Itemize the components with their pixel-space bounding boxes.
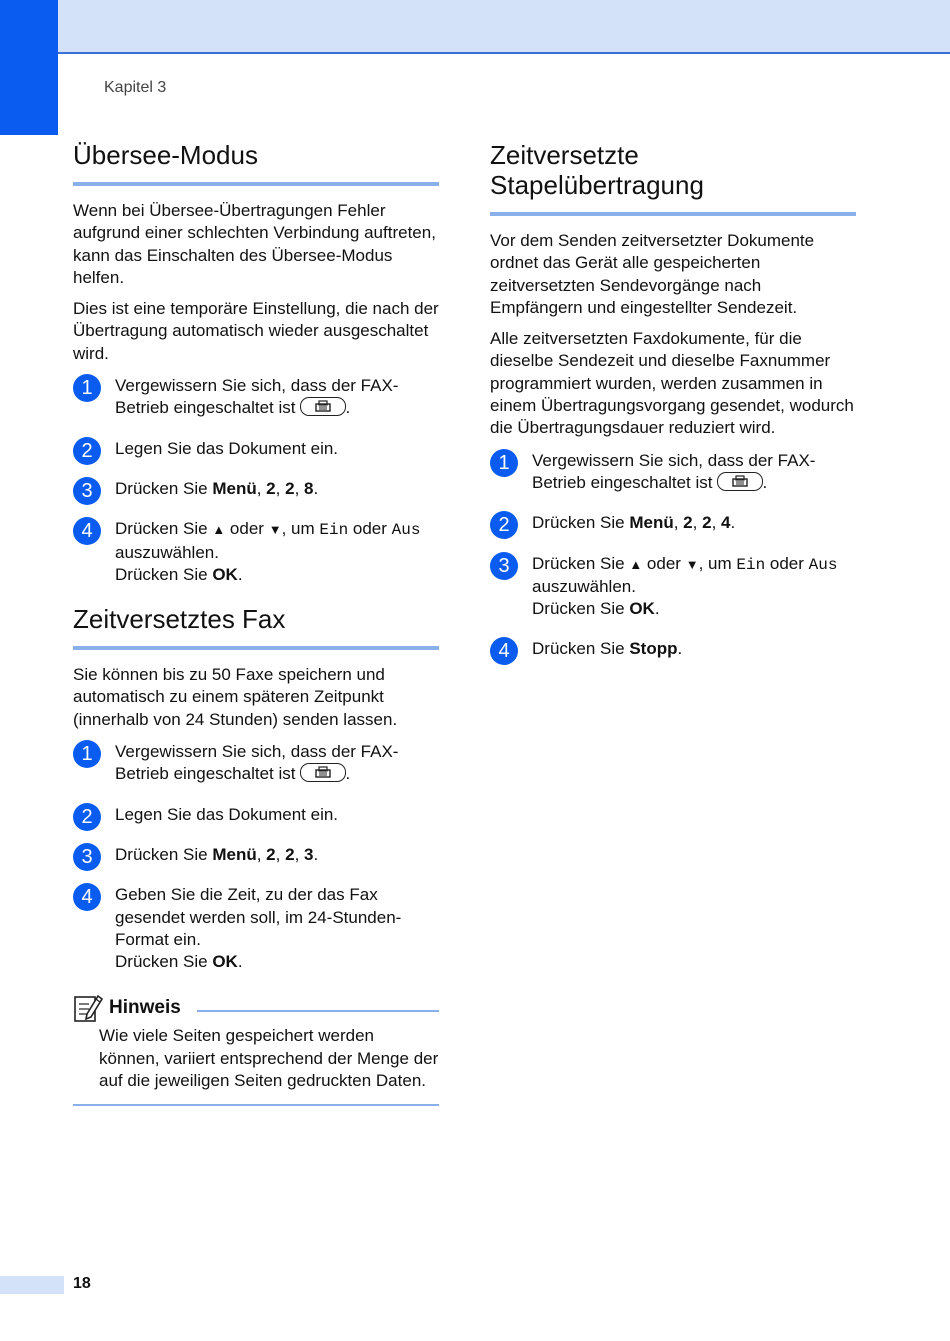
step-number: 3 xyxy=(73,843,101,871)
step-number: 1 xyxy=(73,374,101,402)
fax-key-icon xyxy=(300,397,346,416)
section-title-delayed-fax: Zeitversetztes Fax xyxy=(73,604,439,650)
step-number: 3 xyxy=(490,552,518,580)
chapter-tab xyxy=(0,0,58,135)
footer-band xyxy=(0,1276,64,1294)
note-body: Wie viele Seiten gespeichert werden können, variiert entsprechend der Menge der auf die jeweiligen Seiten gedruckten Daten. xyxy=(73,1025,439,1106)
steps-batch xyxy=(490,450,856,661)
step: 2 Legen Sie das Dokument ein. xyxy=(73,804,439,826)
step-number: 4 xyxy=(73,517,101,545)
paragraph: Vor dem Senden zeitversetzter Dokumente ordnet das Gerät alle gespeicherten zeitversetzten Sendevorgänge nach Empfängern und eingestellter Sendezeit. xyxy=(490,231,815,317)
steps-delayed-fax xyxy=(73,741,439,973)
note-box xyxy=(73,991,439,1106)
step: 1 Vergewissern Sie sich, dass der FAX-Betrieb eingeschaltet ist . xyxy=(490,450,856,495)
left-column xyxy=(73,140,439,1106)
note-title: Hinweis xyxy=(109,997,181,1019)
step-number: 3 xyxy=(73,477,101,505)
fax-key-icon xyxy=(717,472,763,491)
steps-overseas xyxy=(73,375,439,586)
right-column xyxy=(490,140,856,679)
step: 4 Drücken Sie ▲ oder ▼, um Ein oder Aus auszuwählen. Drücken Sie OK. xyxy=(73,518,439,586)
step: 4 Geben Sie die Zeit, zu der das Fax gesendet werden soll, im 24-Stunden-Format ein. Drücken Sie OK. xyxy=(73,884,439,973)
step: 2 Legen Sie das Dokument ein. xyxy=(73,438,439,460)
fax-key-icon xyxy=(300,763,346,782)
note-rule xyxy=(197,1010,439,1012)
step: 1 Vergewissern Sie sich, dass der FAX-Betrieb eingeschaltet ist . xyxy=(73,741,439,786)
paragraph: Dies ist eine temporäre Einstellung, die nach der Übertragung automatisch wieder ausgeschaltet wird. xyxy=(73,299,439,363)
step: 3 Drücken Sie Menü, 2, 2, 3. xyxy=(73,844,439,866)
step-number: 4 xyxy=(490,637,518,665)
header-band xyxy=(0,0,950,54)
paragraph: Wenn bei Übersee-Übertragungen Fehler aufgrund einer schlechten Verbindung auftreten, kann das Einschalten des Übersee-Modus helfen. xyxy=(73,201,436,287)
step: 1 Vergewissern Sie sich, dass der FAX-Betrieb eingeschaltet ist . xyxy=(73,375,439,420)
section-title-batch: Zeitversetzte Stapelübertragung xyxy=(490,140,856,216)
up-arrow-icon: ▲ xyxy=(629,556,643,572)
paragraph: Alle zeitversetzten Faxdokumente, für die dieselbe Sendezeit und dieselbe Faxnummer programmiert wurden, werden zusammen in einem Übertragungsvorgang gesendet, wodurch die Übertragungsdauer reduziert wird. xyxy=(490,329,854,438)
paragraph: Sie können bis zu 50 Faxe speichern und automatisch zu einem späteren Zeitpunkt (innerhalb von 24 Stunden) senden lassen. xyxy=(73,665,398,729)
chapter-label: Kapitel 3 xyxy=(104,79,167,96)
section-title-overseas: Übersee-Modus xyxy=(73,140,439,186)
step-number: 2 xyxy=(73,437,101,465)
step-number: 1 xyxy=(490,449,518,477)
step: 2 Drücken Sie Menü, 2, 2, 4. xyxy=(490,512,856,534)
up-arrow-icon: ▲ xyxy=(212,522,226,538)
step: 4 Drücken Sie Stopp. xyxy=(490,638,856,660)
step: 3 Drücken Sie ▲ oder ▼, um Ein oder Aus auszuwählen. Drücken Sie OK. xyxy=(490,553,856,621)
down-arrow-icon: ▼ xyxy=(268,522,282,538)
step-number: 2 xyxy=(490,511,518,539)
step-number: 1 xyxy=(73,740,101,768)
down-arrow-icon: ▼ xyxy=(685,556,699,572)
page-number: 18 xyxy=(73,1275,91,1292)
step-number: 4 xyxy=(73,883,101,911)
step: 3 Drücken Sie Menü, 2, 2, 8. xyxy=(73,478,439,500)
note-pencil-icon xyxy=(73,992,103,1024)
step-number: 2 xyxy=(73,803,101,831)
